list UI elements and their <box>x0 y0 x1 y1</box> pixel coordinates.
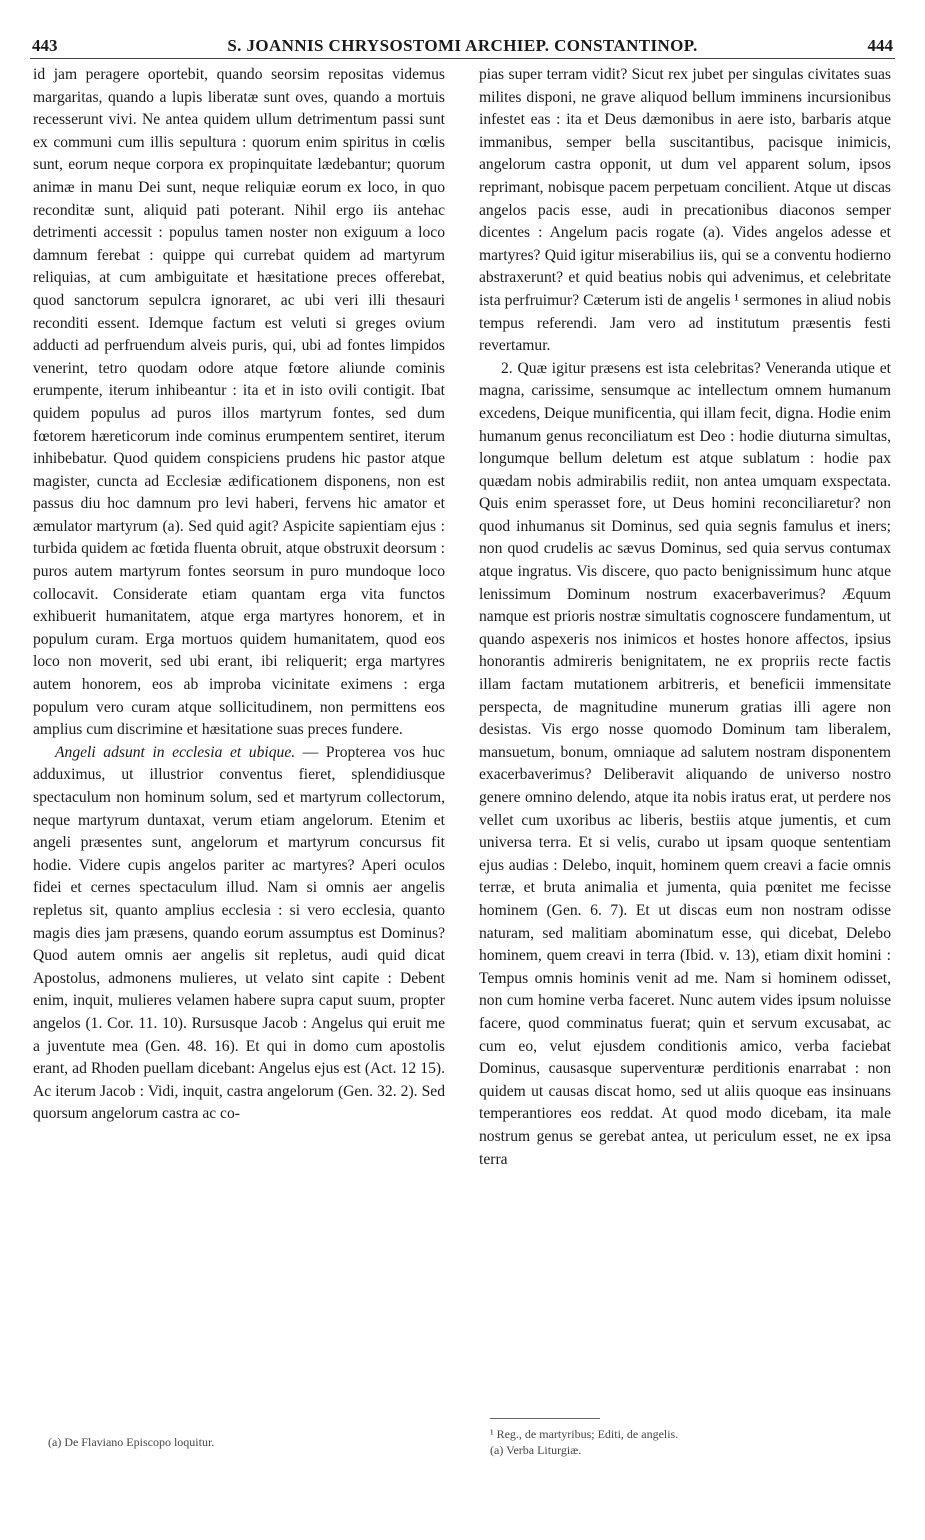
footnote-divider <box>490 1418 600 1419</box>
footnote: (a) Verba Liturgiæ. <box>490 1443 582 1457</box>
paragraph: id jam peragere oportebit, quando seorsim repositas videmus margaritas, quando a lupis liberatæ sunt oves, quando a mortuis recesserunt vivi. Ne antea quidem ullum detrimentum passi sunt ex communi cum illis sepultura : quorum enim spiritus in cœlis sunt, eorum neque corpora ex propinquitate lædebantur; quorum animæ in manu Dei sunt, neque reliquiæ eorum ex loco, in quo reconditæ sunt, aliquid pati poterant. Nihil ergo iis antehac detrimenti accessit : populus tamen noster non exiguum a loco damnum ferebat : quippe qui currebat quidem ad martyrum reliquias, at cum ambiguitate et hæsitatione preces offerebat, quod sanctorum sepulcra ignoraret, ac ubi veri illi thesauri reconditi essent. Idemque factum est veluti si greges ovium adducti ad perfruendum alveis puris, qui, ubi ad fontes limpidos venerint, tetro quodam odore atque fœtore aliunde cominis erumpente, iterum inhibeantur : ita et in isto ovili contigit. Ibat quidem populus ad puros illos martyrum fontes, sed dum fœtorem hæreticorum inde cominus erumpentem sentiret, iterum inhibebatur. Quod quidem conspiciens prudens hic pastor atque magister, cuncta ad Ecclesiæ ædificationem disponens, non est passus diu hoc damnum pro levi haberi, fervens hic amator et æmulator martyrum (a). Sed quid agit? Aspicite sapientiam ejus : turbida quidem ac fœtida fluenta obruit, atque obstruxit deorsum : puros autem martyrum fontes seorsum in puro mundoque loco collocavit. Considerate etiam quantam erga vita functos exhibuerit humanitatem, atque erga martyres honorem, et in populum curam. Erga mortuos quidem humanitatem, quod eos loco non moverit, sed ubi erant, ibi reliquerit; erga martyres autem honorem, eos ab improba vicinitate eximens : erga populum vero curam atque sollicitudinem, non permittens eos amplius cum discrimine et hæsitatione suas preces fundere. <box>33 66 445 739</box>
right-column <box>479 64 891 1171</box>
page-number-left: 443 <box>32 36 58 55</box>
footnotes-right <box>490 1426 678 1458</box>
paragraph-text: — Propterea vos huc adduximus, ut illustrior conventus fieret, splendidiusque spectaculum non hominum solum, sed et martyrum collectorum, neque martyrum duntaxat, verum etiam angelorum. Etenim et angeli præsentes sunt, angelorum et martyrum concursus fit hodie. Videre cupis angelos pariter ac martyres? Aperi oculos fidei et cernes spectaculum illud. Nam si omnis aer angelis repletus sit, quanto amplius ecclesia : si vero ecclesia, quanto magis dies jam præsens, quando eorum assumptus est Dominus? Quod autem omnis aer angelis sit repletus, audi quid dicat Apostolus, admonens mulieres, ut velato sint capite : Debent enim, inquit, mulieres velamen habere supra caput suum, propter angelos (1. Cor. 11. 10). Rursusque Jacob : Angelus qui eruit me a juventute mea (Gen. 48. 16). Et qui in domo cum apostolis erant, ad Rhoden puellam dicebant: Angelus ejus est (Act. 12 15). Ac iterum Jacob : Vidi, inquit, castra angelorum (Gen. 32. 2). Sed quorsum angelorum castra ac co- <box>33 743 445 1123</box>
paragraph-angeli <box>33 742 445 1126</box>
paragraph: pias super terram vidit? Sicut rex jubet per singulas civitates suas milites disponi, ne grave aliquod bellum imminens incursionibus infestet eas : ita et Deus dæmonibus in aere isto, barbaris atque immanibus, semper bella suscitantibus, pacisque inimicis, angelorum castra opponit, ut dum vel apparent solum, ipsos reprimant, nobisque pacem perpetuam concilient. Atque ut discas angelos pacis esse, audi in precationibus diaconos semper dicentes : Angelum pacis rogate (a). Vides angelos adesse et martyres? Quid igitur miserabilius iis, qui se a conventu hodierno abstraxerunt? et quid beatius nobis qui advenimus, et celebritate ista perfruimur? Cæterum isti de angelis ¹ sermones in aliud nobis tempus referendi. Jam vero ad institutum præsentis festi revertamur. <box>479 66 891 355</box>
footnote-left: (a) De Flaviano Episcopo loquitur. <box>48 1435 215 1449</box>
running-header <box>30 36 895 59</box>
paragraph-heading: Angeli adsunt in ecclesia et ubique. <box>55 743 296 761</box>
footnote: ¹ Reg., de martyribus; Editi, de angelis. <box>490 1427 679 1441</box>
running-title: S. JOANNIS CHRYSOSTOMI ARCHIEP. CONSTANTINOP. <box>227 36 698 55</box>
left-column <box>33 64 445 1126</box>
page-number-right: 444 <box>867 36 893 55</box>
paragraph-section-2: 2. Quæ igitur præsens est ista celebritas? Veneranda utique et magna, carissime, sensumque ac intellectum omnem humanum excedens, Deique munificentia, qui illam fecit, digna. Hodie enim humanum genus reconciliatum est Deo : hodie diuturna simultas, longumque bellum deletum est atque sublatum : hodie pax quædam nobis admirabilis rediit, non antea umquam exspectata. Quis enim sperasset fore, ut Deus homini reconciliaretur? non quod inhumanus sit Dominus, sed quia segnis famulus et iners; non quod crudelis ac sævus Dominus, sed quia servus contumax atque ingratus. Vis discere, quo pacto benignissimum hunc atque lenissimum Dominum nostrum exacerbaverimus? Æquum namque est prioris nostræ simultatis cognoscere fundamentum, ut quando aspexeris nos inimicos et hostes honore affectos, ipsius honorantis admireris benignitatem, ne ex propriis recte factis illam factam mutationem arbitreris, et beneficii immensitate perspecta, de magnitudine munerum gratias illi agere non desistas. Vis ergo nosse quomodo Dominum tam liberalem, mansuetum, bonum, omniaque ad salutem nostram disponentem exacerbaverimus? Deliberavit aliquando de universo nostro genere omnino delendo, atque ita nobis iratus erat, ut perdere nos vellet cum uxoribus ac liberis, bestiis atque jumentis, et cum universa terra. Et si velis, curabo ut ipsam quoque sententiam ejus audias : Delebo, inquit, hominem quem creavi a facie omnis terræ, et bruta animalia et jumenta, quia pœnitet me fecisse hominem (Gen. 6. 7). Et ut discas eum non nostram odisse naturam, sed malitiam abominatum esse, qui dicebat, Delebo hominem, quem creavi in terra (Ibid. v. 13), etiam dixit homini : Tempus omnis hominis venit ad me. Nam si hominem odisset, non cum homine verba faceret. Nunc autem vides ipsum noluisse facere, quod comminatus fuerat; quin et servum excusabat, ac cum eo, velut ejusdem conditionis amico, verba faciebat Dominus, causasque superventuræ perditionis enarrabat : non quidem ut causas discat homo, sed ut aliis quoque eas insinuans temperantiores eos reddat. At quod modo dicebam, ita male nostrum genus se gerebat antea, ut periculum esset, ne ex ipsa terra <box>479 359 891 1168</box>
